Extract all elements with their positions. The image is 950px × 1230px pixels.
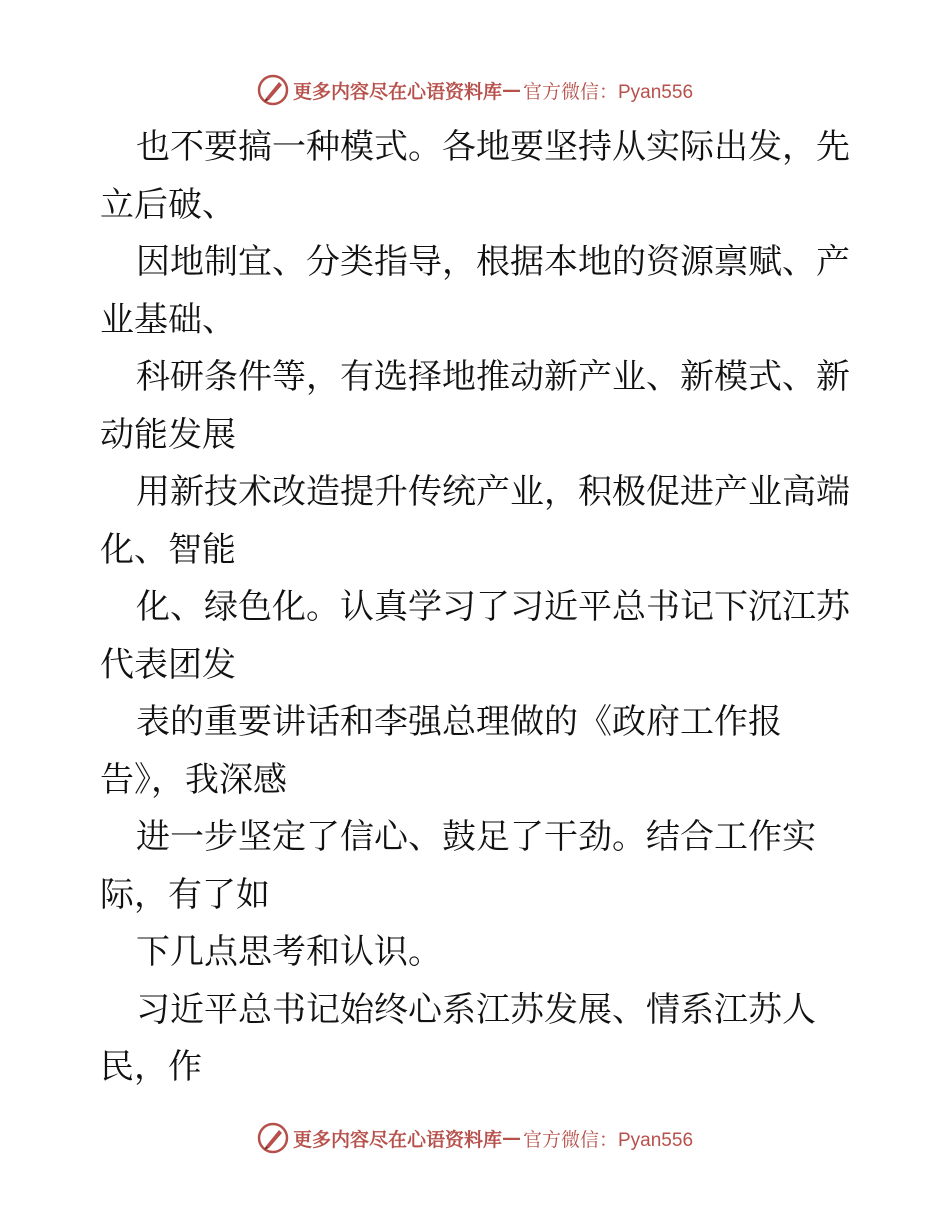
text-line: 立后破、 (100, 184, 236, 225)
footer-banner (0, 1118, 950, 1158)
quill-logo-icon (257, 74, 289, 106)
text-line: 业基础、 (100, 299, 236, 340)
text-line: 下几点思考和认识。 (136, 932, 442, 972)
text-line: 化、绿色化。认真学习了习近平总书记下沉江苏 (136, 587, 850, 627)
text-line: 习近平总书记始终心系江苏发展、情系江苏人 (136, 989, 816, 1030)
banner-wechat: 官方微信：Pyan556 (523, 81, 694, 103)
text-line: 代表团发 (100, 644, 236, 685)
document-body (100, 119, 860, 1097)
header-banner (0, 70, 950, 110)
quill-logo-icon (257, 1122, 289, 1154)
banner-separator: — (502, 79, 521, 101)
text-line: 民，作 (100, 1047, 202, 1087)
text-line: 告》，我深感 (100, 759, 287, 800)
text-line: 也不要搞一种模式。各地要坚持从实际出发，先 (136, 127, 850, 167)
banner-text: 更多内容尽在心语资料库 (292, 80, 502, 103)
text-line: 动能发展 (100, 414, 236, 455)
banner-text: 更多内容尽在心语资料库 (292, 1128, 502, 1151)
text-line: 用新技术改造提升传统产业，积极促进产业高端 (136, 472, 850, 512)
text-line: 因地制宜、分类指导，根据本地的资源禀赋、产 (136, 242, 850, 282)
text-line: 科研条件等，有选择地推动新产业、新模式、新 (136, 357, 850, 397)
text-line: 进一步坚定了信心、鼓足了干劲。结合工作实 (136, 817, 816, 857)
banner-wechat: 官方微信：Pyan556 (523, 1129, 694, 1151)
banner-separator: — (502, 1127, 521, 1149)
text-line: 化、智能 (100, 529, 236, 570)
text-line: 表的重要讲话和李强总理做的《政府工作报 (136, 702, 782, 742)
text-line: 际，有了如 (100, 874, 270, 915)
